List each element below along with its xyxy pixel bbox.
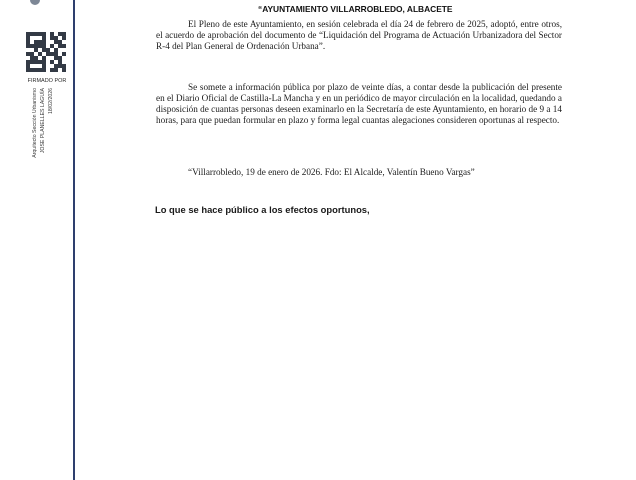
margin-rule (73, 0, 75, 480)
paragraph-agreement: El Pleno de este Ayuntamiento, en sesión celebrada el día 24 de febrero de 2025, adoptó, entre otros, el acuerdo de aprobación del documento de “Liquidación del Programa de Actuación Urbanizadora del Sector R-4 del Plan General de Ordenación Urbana”. (156, 19, 562, 51)
signed-by-label: FIRMADO POR (27, 78, 67, 84)
signer-details (27, 88, 71, 198)
paragraph-public-information: Se somete a información pública por plazo de veinte días, a contar desde la publicación del presente en el Diario Oficial de Castilla-La Mancha y en un periódico de mayor circulación en la localidad, quedando a disposición de cuantas personas deseen examinarlo en la Secretaría de este Ayuntamiento, en horario de 9 a 14 horas, para que puedan formular en plazo y forma legal cuantas alegaciones consideren oportunas al respecto. (156, 82, 562, 125)
signature-stamp (27, 78, 71, 158)
signer-date: 18/02/2026 (48, 88, 54, 114)
signer-name: JOSE PLANELLES LAGUÍA (40, 88, 46, 154)
document-heading: “AYUNTAMIENTO VILLARROBLEDO, ALBACETE (258, 4, 453, 14)
closing-line: Lo que se hace público a los efectos oportunos, (155, 204, 370, 215)
signature-line: “Villarrobledo, 19 de enero de 2026. Fdo: El Alcalde, Valentín Bueno Vargas” (188, 167, 475, 177)
page-top-mark (30, 0, 40, 5)
qr-code[interactable] (26, 32, 66, 72)
signer-role: Arquitecto Sección Urbanismo (32, 88, 38, 158)
